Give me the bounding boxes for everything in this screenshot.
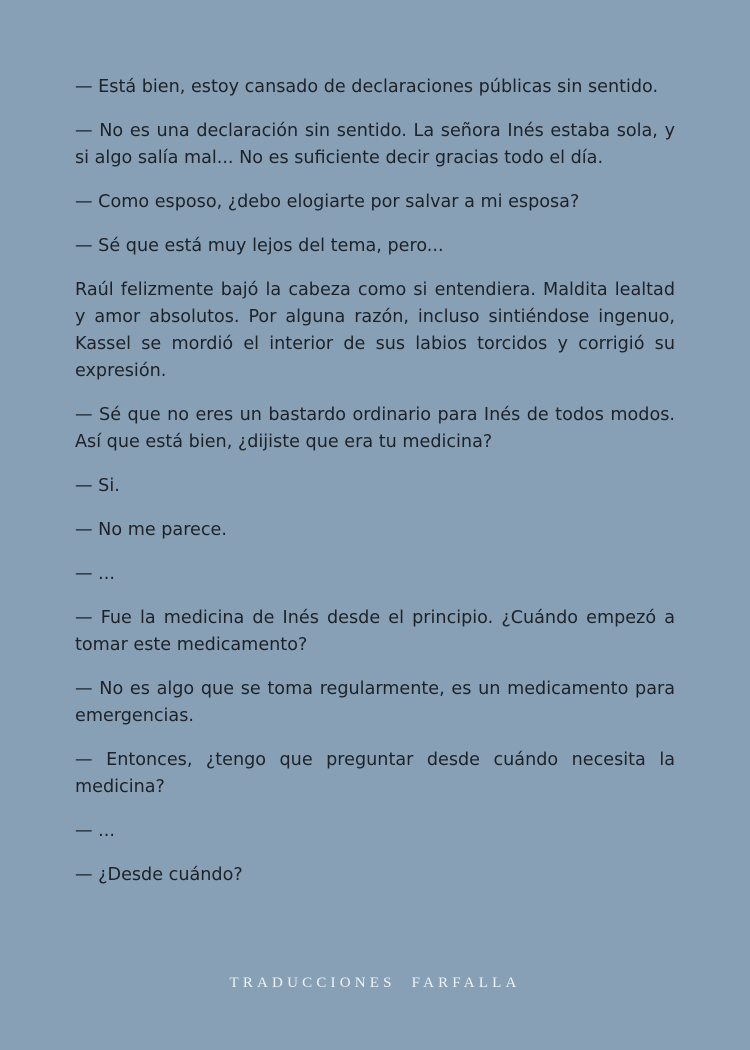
footer-credit: TRADUCCIONES FARFALLA (229, 975, 521, 991)
paragraph: — ¿Desde cuándo? (75, 865, 243, 885)
paragraph: — Como esposo, ¿debo elogiarte por salvar a mi esposa? (75, 192, 580, 212)
paragraph: — Sé que no eres un bastardo ordinario para Inés de todos modos. Así que está bien, ¿dijiste que era tu medicina? (75, 405, 675, 452)
paragraph: — Entonces, ¿tengo que preguntar desde cuándo necesita la medicina? (75, 750, 675, 797)
paragraph: — No me parece. (75, 520, 227, 540)
paragraph: — Sé que está muy lejos del tema, pero... (75, 236, 444, 256)
paragraph: — ... (75, 564, 115, 584)
document-body (75, 74, 675, 906)
paragraph: — No es una declaración sin sentido. La señora Inés estaba sola, y si algo salía mal... No es suficiente decir gracias todo el día. (75, 121, 675, 168)
paragraph: — ... (75, 821, 115, 841)
paragraph: — Fue la medicina de Inés desde el principio. ¿Cuándo empezó a tomar este medicamento? (75, 608, 675, 655)
paragraph: — Está bien, estoy cansado de declaraciones públicas sin sentido. (75, 77, 659, 97)
paragraph: Raúl felizmente bajó la cabeza como si entendiera. Maldita lealtad y amor absolutos. Por alguna razón, incluso sintiéndose ingenuo, Kassel se mordió el interior de sus labios torcidos y corrigió su expresión. (75, 280, 675, 381)
paragraph: — No es algo que se toma regularmente, es un medicamento para emergencias. (75, 679, 675, 726)
paragraph: — Si. (75, 476, 120, 496)
